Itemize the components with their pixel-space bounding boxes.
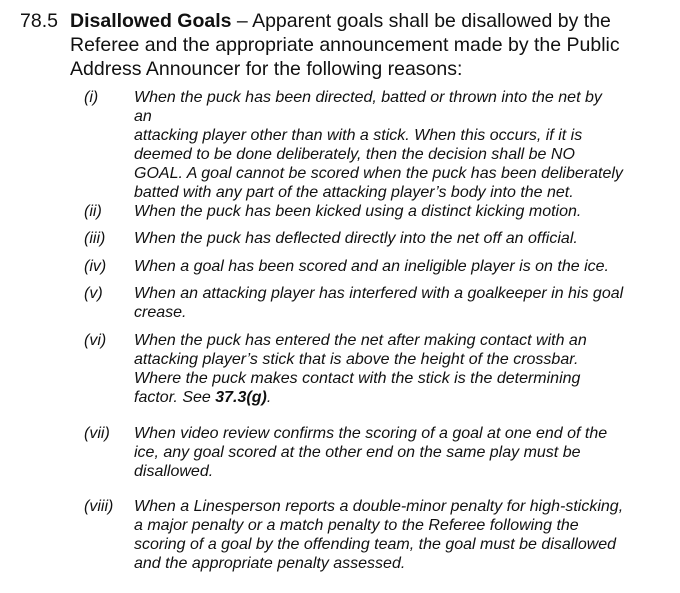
reason-text <box>134 88 624 202</box>
reason-number: (v) <box>84 285 103 302</box>
rule-number: 78.5 <box>20 10 58 32</box>
reason-line: attacking player’s stick that is above the height of the crossbar. <box>134 351 579 368</box>
reason-line: ice, any goal scored at the other end on the same play must be <box>134 444 581 461</box>
reason-line: batted with any part of the attacking player’s body into the net. <box>134 184 574 201</box>
reason-number: (ii) <box>84 203 102 220</box>
reason-line <box>134 388 624 407</box>
reason-line: crease. <box>134 304 187 321</box>
reason-line: and the appropriate penalty assessed. <box>134 555 406 572</box>
reason-line: When the puck has entered the net after making contact with an <box>134 332 587 349</box>
reason-line: Where the puck makes contact with the stick is the determining <box>134 370 581 387</box>
reason-line: When video review confirms the scoring of a goal at one end of the <box>134 425 608 442</box>
reason-number: (iv) <box>84 258 107 275</box>
reason-number: (viii) <box>84 498 114 515</box>
reason-number: (i) <box>84 89 99 106</box>
reason-text <box>134 257 624 276</box>
reason-line: deemed to be done deliberately, then the decision shall be NO <box>134 146 575 163</box>
cropped-top-text-fragment <box>60 0 74 2</box>
reason-line-text: . <box>266 389 272 406</box>
reason-number: (vii) <box>84 425 110 442</box>
rule-intro <box>70 9 650 81</box>
rule-intro-text: – Apparent goals shall be disallowed by the <box>236 10 611 32</box>
reason-text <box>134 331 624 407</box>
reason-text <box>134 202 624 221</box>
reason-line: GOAL. A goal cannot be scored when the puck has been deliberately <box>134 165 623 182</box>
reason-line: disallowed. <box>134 463 214 480</box>
reason-text <box>134 424 624 481</box>
reason-line: When a goal has been scored and an ineligible player is on the ice. <box>134 258 609 275</box>
reason-line: When a Linesperson reports a double-minor penalty for high-sticking, <box>134 498 624 515</box>
rule-title: Disallowed Goals <box>70 10 232 32</box>
reason-line: scoring of a goal by the offending team, the goal must be disallowed <box>134 536 617 553</box>
reason-line: When the puck has deflected directly into the net off an official. <box>134 230 578 247</box>
reason-line: attacking player other than with a stick. When this occurs, if it is <box>134 127 583 144</box>
rule-intro-line-3: Address Announcer for the following reasons: <box>70 58 463 80</box>
reason-number: (iii) <box>84 230 106 247</box>
reason-text <box>134 229 624 248</box>
reason-line: When an attacking player has interfered with a goalkeeper in his goal <box>134 285 624 302</box>
reason-text <box>134 284 624 322</box>
rule-reference: 37.3(g) <box>215 389 267 406</box>
reason-line: a major penalty or a match penalty to the Referee following the <box>134 517 579 534</box>
reason-number: (vi) <box>84 332 107 349</box>
reason-line: When the puck has been directed, batted or thrown into the net by an <box>134 89 602 125</box>
reason-line: When the puck has been kicked using a distinct kicking motion. <box>134 203 582 220</box>
rule-intro-line-1 <box>70 9 650 33</box>
reason-line-text: factor. See <box>134 389 216 406</box>
reason-text <box>134 497 624 573</box>
rule-intro-line-2: Referee and the appropriate announcement made by the Public <box>70 34 620 56</box>
